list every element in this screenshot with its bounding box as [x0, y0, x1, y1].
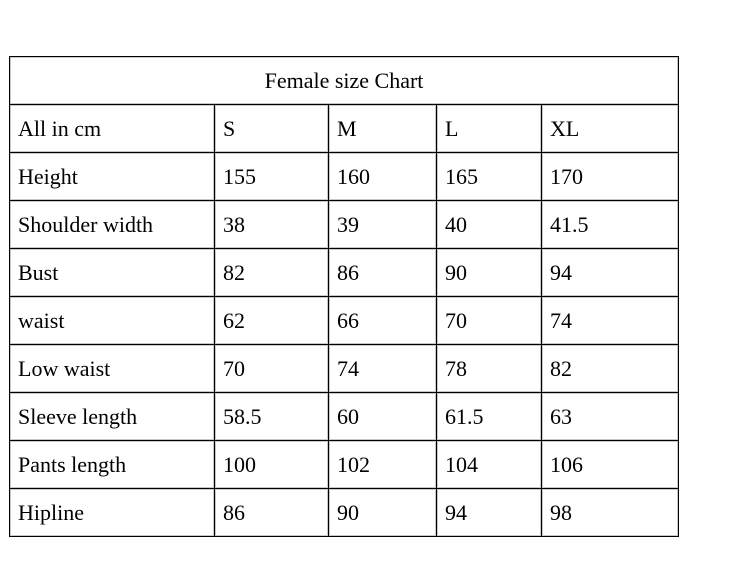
table-cell: 82: [542, 345, 679, 393]
row-label: Bust: [10, 249, 215, 297]
row-label: Hipline: [10, 489, 215, 537]
table-cell: 58.5: [215, 393, 329, 441]
table-row-hipline: [10, 489, 679, 537]
table-cell: 38: [215, 201, 329, 249]
table-cell: 165: [437, 153, 542, 201]
table-cell: 61.5: [437, 393, 542, 441]
table-cell: 62: [215, 297, 329, 345]
header-row: [10, 105, 679, 153]
table-cell: 70: [215, 345, 329, 393]
table-cell: 104: [437, 441, 542, 489]
column-header-unit: All in cm: [10, 105, 215, 153]
table-cell: 86: [215, 489, 329, 537]
table-cell: 155: [215, 153, 329, 201]
row-label: waist: [10, 297, 215, 345]
table-row-bust: [10, 249, 679, 297]
size-chart-table: [9, 56, 679, 537]
row-label: Shoulder width: [10, 201, 215, 249]
table-cell: 82: [215, 249, 329, 297]
table-row-sleeve-length: [10, 393, 679, 441]
table-cell: 63: [542, 393, 679, 441]
table-cell: 40: [437, 201, 542, 249]
row-label: Sleeve length: [10, 393, 215, 441]
column-header-l: L: [437, 105, 542, 153]
table-cell: 170: [542, 153, 679, 201]
table-cell: 106: [542, 441, 679, 489]
table-cell: 94: [542, 249, 679, 297]
table-row-pants-length: [10, 441, 679, 489]
table-cell: 102: [329, 441, 437, 489]
table-row-height: [10, 153, 679, 201]
column-header-xl: XL: [542, 105, 679, 153]
table-cell: 90: [329, 489, 437, 537]
table-cell: 98: [542, 489, 679, 537]
row-label: Low waist: [10, 345, 215, 393]
table-row-low-waist: [10, 345, 679, 393]
table-row-shoulder-width: [10, 201, 679, 249]
table-cell: 94: [437, 489, 542, 537]
row-label: Pants length: [10, 441, 215, 489]
table-cell: 78: [437, 345, 542, 393]
table-cell: 60: [329, 393, 437, 441]
table-row-waist: [10, 297, 679, 345]
table-cell: 70: [437, 297, 542, 345]
table-cell: 90: [437, 249, 542, 297]
table-cell: 41.5: [542, 201, 679, 249]
table-cell: 86: [329, 249, 437, 297]
table-cell: 160: [329, 153, 437, 201]
title-row: [10, 57, 679, 105]
table-cell: 66: [329, 297, 437, 345]
table-cell: 100: [215, 441, 329, 489]
column-header-m: M: [329, 105, 437, 153]
table-cell: 39: [329, 201, 437, 249]
column-header-s: S: [215, 105, 329, 153]
table-cell: 74: [329, 345, 437, 393]
row-label: Height: [10, 153, 215, 201]
table-title: Female size Chart: [10, 57, 679, 105]
table-cell: 74: [542, 297, 679, 345]
